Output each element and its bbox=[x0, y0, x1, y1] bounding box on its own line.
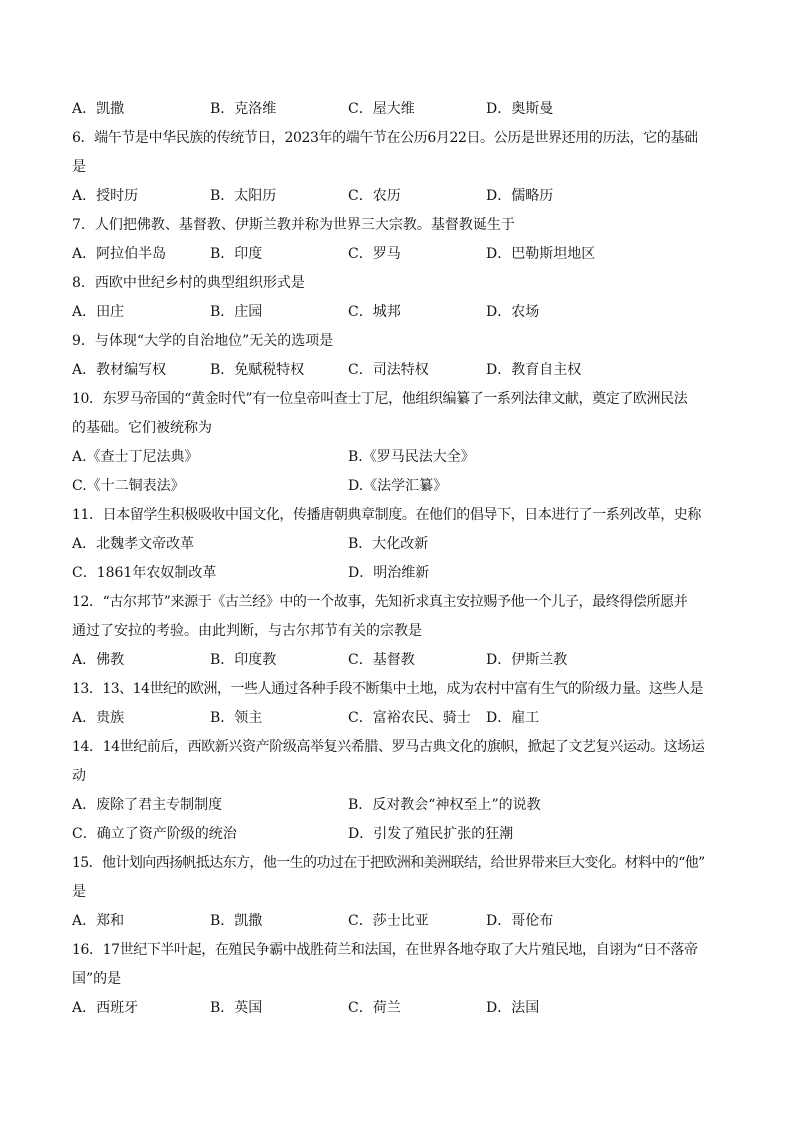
q6-option-c: C．农历 bbox=[348, 188, 401, 204]
q11-option-a: A．北魏孝文帝改革 bbox=[72, 536, 195, 552]
q7-option-d: D．巴勒斯坦地区 bbox=[486, 246, 596, 262]
q15-option-d: D．哥伦布 bbox=[486, 913, 554, 929]
q14-option-b: B．反对教会“神权至上”的说教 bbox=[348, 797, 541, 813]
q14-option-d: D．引发了殖民扩张的狂潮 bbox=[348, 826, 514, 842]
q10-stem-line1: 10．东罗马帝国的“黄金时代”有一位皇帝叫查士丁尼，他组织编纂了一系列法律文献，奠定了欧洲民法 bbox=[72, 391, 688, 407]
q5-option-b: B．克洛维 bbox=[210, 101, 277, 117]
q10-option-a: A.《查士丁尼法典》 bbox=[72, 449, 199, 465]
q15-option-c: C．莎士比亚 bbox=[348, 913, 429, 929]
q16-option-a: A．西班牙 bbox=[72, 1000, 139, 1016]
q10-option-d: D.《法学汇纂》 bbox=[348, 478, 448, 494]
q10-option-c: C.《十二铜表法》 bbox=[72, 478, 185, 494]
q16-option-b: B．英国 bbox=[210, 1000, 263, 1016]
q6-option-d: D．儒略历 bbox=[486, 188, 554, 204]
q11-stem: 11．日本留学生积极吸收中国文化，传播唐朝典章制度。在他们的倡导下，日本进行了一系列改革，史称 bbox=[72, 507, 702, 523]
q9-option-c: C．司法特权 bbox=[348, 362, 429, 378]
q11-option-b: B．大化改新 bbox=[348, 536, 429, 552]
q8-options bbox=[72, 298, 722, 327]
q15-options bbox=[72, 907, 722, 936]
q16-stem-line2: 国”的是 bbox=[72, 971, 122, 987]
q7-option-b: B．印度 bbox=[210, 246, 263, 262]
q10-options-row2 bbox=[72, 472, 722, 501]
q12-stem-line1: 12．“古尔邦节”来源于《古兰经》中的一个故事，先知祈求真主安拉赐予他一个儿子，最终得偿所愿并 bbox=[72, 594, 688, 610]
q15-stem-line1: 15．他计划向西扬帆抵达东方，他一生的功过在于把欧洲和美洲联结，给世界带来巨大变化。材料中的“他” bbox=[72, 855, 705, 871]
q15-stem-line2: 是 bbox=[72, 884, 86, 900]
q13-option-d: D．雇工 bbox=[486, 710, 540, 726]
q13-option-b: B．领主 bbox=[210, 710, 263, 726]
q11-options-row2 bbox=[72, 559, 722, 588]
q12-option-c: C．基督教 bbox=[348, 652, 415, 668]
q5-option-a: A．凯撒 bbox=[72, 101, 125, 117]
q11-option-d: D．明治维新 bbox=[348, 565, 430, 581]
q14-stem-line2: 动 bbox=[72, 768, 86, 784]
q5-options bbox=[72, 95, 722, 124]
q10-stem-line2: 的基础。它们被统称为 bbox=[72, 420, 212, 436]
q14-options-row2 bbox=[72, 820, 722, 849]
q12-option-b: B．印度教 bbox=[210, 652, 277, 668]
q6-options bbox=[72, 182, 722, 211]
q12-options bbox=[72, 646, 722, 675]
q16-option-d: D．法国 bbox=[486, 1000, 540, 1016]
q6-stem-line1: 6．端午节是中华民族的传统节日，2023年的端午节在公历6月22日。公历是世界还用的历法，它的基础 bbox=[72, 130, 698, 146]
q14-option-a: A．废除了君主专制制度 bbox=[72, 797, 223, 813]
q9-stem: 9．与体现“大学的自治地位”无关的选项是 bbox=[72, 333, 334, 349]
q13-stem: 13．13、14世纪的欧洲，一些人通过各种手段不断集中土地，成为农村中富有生气的阶级力量。这些人是 bbox=[72, 681, 703, 697]
q8-option-c: C．城邦 bbox=[348, 304, 401, 320]
q10-options-row1 bbox=[72, 443, 722, 472]
q7-option-a: A．阿拉伯半岛 bbox=[72, 246, 167, 262]
q14-option-c: C．确立了资产阶级的统治 bbox=[72, 826, 237, 842]
q7-option-c: C．罗马 bbox=[348, 246, 401, 262]
q9-option-d: D．教育自主权 bbox=[486, 362, 582, 378]
q8-option-b: B．庄园 bbox=[210, 304, 263, 320]
q8-option-a: A．田庄 bbox=[72, 304, 125, 320]
q11-option-c: C．1861年农奴制改革 bbox=[72, 565, 217, 581]
q8-option-d: D．农场 bbox=[486, 304, 540, 320]
q16-options bbox=[72, 994, 722, 1023]
q16-option-c: C．荷兰 bbox=[348, 1000, 401, 1016]
q13-option-a: A．贵族 bbox=[72, 710, 125, 726]
q5-option-d: D．奥斯曼 bbox=[486, 101, 554, 117]
q9-options bbox=[72, 356, 722, 385]
q7-stem: 7．人们把佛教、基督教、伊斯兰教并称为世界三大宗教。基督教诞生于 bbox=[72, 217, 515, 233]
q12-stem-line2: 通过了安拉的考验。由此判断，与古尔邦节有关的宗教是 bbox=[72, 623, 422, 639]
q9-option-a: A．教材编写权 bbox=[72, 362, 167, 378]
q11-options-row1 bbox=[72, 530, 722, 559]
q12-option-d: D．伊斯兰教 bbox=[486, 652, 568, 668]
q12-option-a: A．佛教 bbox=[72, 652, 125, 668]
q9-option-b: B．免赋税特权 bbox=[210, 362, 305, 378]
q15-option-b: B．凯撒 bbox=[210, 913, 263, 929]
q6-option-a: A．授时历 bbox=[72, 188, 139, 204]
q16-stem-line1: 16．17世纪下半叶起，在殖民争霸中战胜荷兰和法国，在世界各地夺取了大片殖民地，自诩为“日不落帝 bbox=[72, 942, 698, 958]
q14-options-row1 bbox=[72, 791, 722, 820]
q5-option-c: C．屋大维 bbox=[348, 101, 415, 117]
q10-option-b: B.《罗马民法大全》 bbox=[348, 449, 475, 465]
q7-options bbox=[72, 240, 722, 269]
q15-option-a: A．郑和 bbox=[72, 913, 125, 929]
q14-stem-line1: 14．14世纪前后，西欧新兴资产阶级高举复兴希腊、罗马古典文化的旗帜，掀起了文艺复兴运动。这场运 bbox=[72, 739, 705, 755]
q13-options bbox=[72, 704, 722, 733]
q6-option-b: B．太阳历 bbox=[210, 188, 277, 204]
q8-stem: 8．西欧中世纪乡村的典型组织形式是 bbox=[72, 275, 305, 291]
q13-option-c: C．富裕农民、骑士 bbox=[348, 710, 471, 726]
q6-stem-line2: 是 bbox=[72, 159, 86, 175]
